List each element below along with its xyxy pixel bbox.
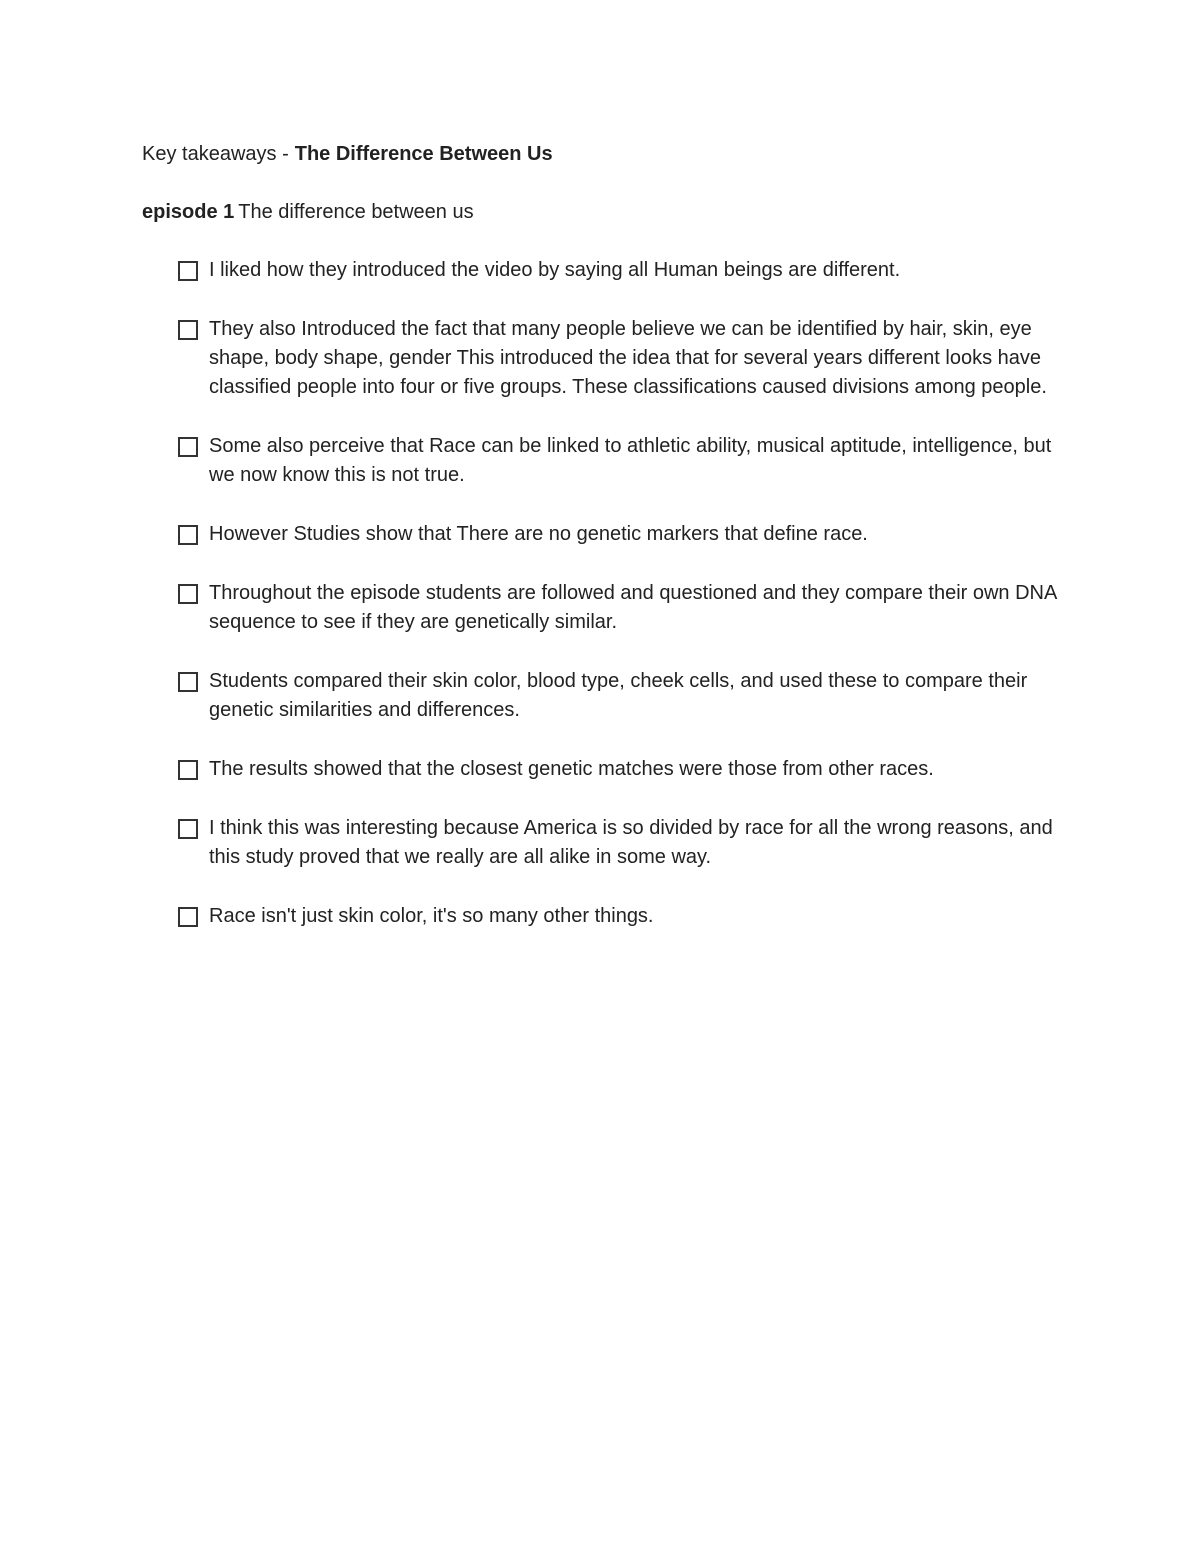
list-item bbox=[178, 579, 1078, 637]
list-item-text: The results showed that the closest genetic matches were those from other races. bbox=[209, 758, 934, 780]
list-item bbox=[178, 814, 1078, 872]
checkbox-icon[interactable] bbox=[178, 437, 198, 457]
checkbox-icon[interactable] bbox=[178, 261, 198, 281]
title-main: The Difference Between Us bbox=[294, 143, 553, 165]
episode-label: episode 1 bbox=[142, 201, 235, 223]
list-item bbox=[178, 902, 1078, 931]
list-item-text: Throughout the episode students are followed and questioned and they compare their own DNA sequence to see if they are genetically similar. bbox=[209, 582, 1057, 633]
checkbox-icon[interactable] bbox=[178, 760, 198, 780]
episode-heading bbox=[142, 199, 474, 225]
checkbox-icon[interactable] bbox=[178, 525, 198, 545]
list-item-text: Students compared their skin color, blood type, cheek cells, and used these to compare their genetic similarities and differences. bbox=[209, 670, 1028, 721]
document-title bbox=[142, 141, 553, 167]
checkbox-icon[interactable] bbox=[178, 672, 198, 692]
checkbox-icon[interactable] bbox=[178, 584, 198, 604]
takeaway-list bbox=[178, 256, 1078, 961]
title-prefix: Key takeaways - bbox=[142, 143, 289, 165]
list-item-text: They also Introduced the fact that many people believe we can be identified by hair, skin, eye shape, body shape, gender This introduced the idea that for several years different looks have classified people into four or five groups. These classifications caused divisions among people. bbox=[209, 318, 1047, 398]
list-item bbox=[178, 667, 1078, 725]
checkbox-icon[interactable] bbox=[178, 320, 198, 340]
list-item bbox=[178, 315, 1078, 402]
list-item-text: Race isn't just skin color, it's so many other things. bbox=[209, 905, 654, 927]
episode-title: The difference between us bbox=[238, 201, 474, 223]
list-item bbox=[178, 432, 1078, 490]
checkbox-icon[interactable] bbox=[178, 819, 198, 839]
list-item-text: However Studies show that There are no genetic markers that define race. bbox=[209, 523, 868, 545]
list-item-text: I liked how they introduced the video by saying all Human beings are different. bbox=[209, 259, 901, 281]
checkbox-icon[interactable] bbox=[178, 907, 198, 927]
list-item bbox=[178, 520, 1078, 549]
list-item bbox=[178, 755, 1078, 784]
list-item-text: Some also perceive that Race can be linked to athletic ability, musical aptitude, intelligence, but we now know this is not true. bbox=[209, 435, 1052, 486]
list-item bbox=[178, 256, 1078, 285]
list-item-text: I think this was interesting because America is so divided by race for all the wrong reasons, and this study proved that we really are all alike in some way. bbox=[209, 817, 1053, 868]
